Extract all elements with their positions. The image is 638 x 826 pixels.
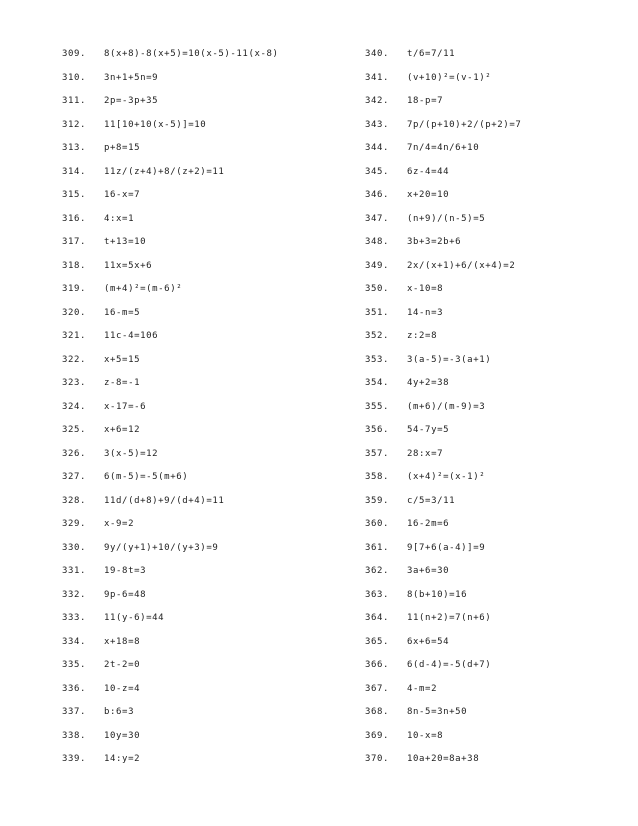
problem-number: 320. (62, 307, 87, 318)
problem-equation: 18-p=7 (407, 96, 444, 106)
problem-number: 345. (365, 166, 390, 177)
problem-equation: 6(m-5)=-5(m+6) (104, 472, 189, 482)
problem-number: 317. (62, 237, 87, 247)
problem-number: 310. (62, 72, 87, 83)
problem-equation: 4y+2=38 (407, 378, 450, 388)
problem-equation: 16-m=5 (104, 307, 141, 318)
problem-row (62, 329, 332, 353)
problem-equation: p+8=15 (104, 143, 141, 153)
problem-row (62, 212, 332, 236)
problem-number: 351. (365, 307, 390, 318)
problem-number: 359. (365, 495, 390, 506)
problem-equation: 11(n+2)=7(n+6) (407, 613, 492, 623)
problem-row (62, 494, 332, 518)
problem-equation: t/6=7/11 (407, 49, 456, 59)
problem-number: 324. (62, 401, 87, 412)
problem-row (365, 400, 635, 424)
problem-number: 335. (62, 660, 87, 670)
problem-row (62, 588, 332, 612)
problem-number: 356. (365, 425, 390, 435)
problem-number: 353. (365, 354, 390, 365)
problem-number: 328. (62, 495, 87, 506)
problem-number: 319. (62, 284, 87, 294)
problem-row (365, 329, 635, 353)
problem-equation: 2t-2=0 (104, 660, 141, 670)
problem-number: 365. (365, 636, 390, 647)
problem-number: 348. (365, 237, 390, 247)
problem-equation: 11(y-6)=44 (104, 613, 165, 623)
problem-row (365, 517, 635, 541)
problem-row (62, 729, 332, 753)
problem-row (365, 705, 635, 729)
problem-number: 357. (365, 448, 390, 459)
problem-equation: x+18=8 (104, 636, 141, 647)
problem-number: 311. (62, 96, 87, 106)
problem-number: 363. (365, 589, 390, 600)
problem-row (62, 235, 332, 259)
problem-equation: z:2=8 (407, 331, 438, 341)
problem-number: 332. (62, 589, 87, 600)
problem-number: 321. (62, 331, 87, 341)
problem-equation: 3(x-5)=12 (104, 448, 159, 459)
problem-number: 314. (62, 166, 87, 177)
problem-equation: 28:x=7 (407, 448, 444, 459)
problem-equation: 11z/(z+4)+8/(z+2)=11 (104, 166, 225, 177)
problem-row (62, 541, 332, 565)
problem-equation: (m+4)²=(m-6)² (104, 284, 183, 294)
problem-equation: 11[10+10(x-5)]=10 (104, 119, 207, 130)
problem-equation: 6x+6=54 (407, 636, 450, 647)
problem-number: 313. (62, 143, 87, 153)
problem-equation: 7n/4=4n/6+10 (407, 143, 480, 153)
problem-equation: 11x=5x+6 (104, 260, 153, 271)
problem-number: 349. (365, 260, 390, 271)
problem-number: 331. (62, 566, 87, 576)
problem-number: 337. (62, 707, 87, 717)
problem-equation: (x+4)²=(x-1)² (407, 472, 486, 482)
problem-row (62, 188, 332, 212)
problem-list-right (365, 47, 635, 776)
problem-equation: b:6=3 (104, 707, 135, 717)
problem-row (62, 141, 332, 165)
problem-row (62, 752, 332, 776)
problem-row (62, 94, 332, 118)
problem-equation: 11c-4=106 (104, 331, 159, 341)
problem-number: 344. (365, 143, 390, 153)
problem-number: 315. (62, 190, 87, 200)
problem-equation: 10y=30 (104, 730, 141, 741)
problem-equation: x-10=8 (407, 284, 444, 294)
problem-number: 369. (365, 730, 390, 741)
problem-number: 323. (62, 378, 87, 388)
problem-number: 338. (62, 730, 87, 741)
problem-number: 336. (62, 683, 87, 694)
problem-row (365, 447, 635, 471)
problem-row (365, 729, 635, 753)
problem-row (62, 353, 332, 377)
problem-number: 325. (62, 425, 87, 435)
problem-row (62, 705, 332, 729)
problem-number: 367. (365, 683, 390, 694)
problem-equation: 6(d-4)=-5(d+7) (407, 660, 492, 670)
problem-number: 361. (365, 542, 390, 553)
problem-row (365, 165, 635, 189)
problem-number: 322. (62, 354, 87, 365)
problem-number: 327. (62, 472, 87, 482)
problem-number: 326. (62, 448, 87, 459)
problem-equation: 3n+1+5n=9 (104, 72, 159, 83)
problem-equation: 9p-6=48 (104, 589, 147, 600)
problem-row (62, 517, 332, 541)
problem-equation: 2x/(x+1)+6/(x+4)=2 (407, 260, 516, 271)
problem-row (62, 400, 332, 424)
problem-number: 316. (62, 213, 87, 224)
problem-equation: 16-x=7 (104, 190, 141, 200)
problem-equation: 16-2m=6 (407, 519, 450, 529)
problem-equation: 11d/(d+8)+9/(d+4)=11 (104, 495, 225, 506)
problem-number: 354. (365, 378, 390, 388)
problem-number: 318. (62, 260, 87, 271)
problem-equation: 4:x=1 (104, 213, 135, 224)
problem-row (365, 564, 635, 588)
problem-equation: (v+10)²=(v-1)² (407, 72, 492, 83)
problem-row (365, 282, 635, 306)
problem-equation: x-17=-6 (104, 401, 147, 412)
problem-row (365, 47, 635, 71)
problem-number: 333. (62, 613, 87, 623)
problem-equation: 14:y=2 (104, 754, 141, 764)
problem-row (62, 635, 332, 659)
problem-number: 343. (365, 119, 390, 130)
problem-row (365, 212, 635, 236)
problem-equation: x-9=2 (104, 519, 135, 529)
problem-number: 347. (365, 213, 390, 224)
problem-row (62, 118, 332, 142)
problem-number: 366. (365, 660, 390, 670)
problem-row (365, 94, 635, 118)
problem-row (62, 71, 332, 95)
problem-equation: 2p=-3p+35 (104, 96, 159, 106)
problem-equation: 14-n=3 (407, 307, 444, 318)
problem-number: 358. (365, 472, 390, 482)
problem-row (365, 353, 635, 377)
problem-number: 364. (365, 613, 390, 623)
problem-equation: 19-8t=3 (104, 566, 147, 576)
problem-list-left (62, 47, 332, 776)
problem-row (365, 470, 635, 494)
problem-row (62, 259, 332, 283)
problem-number: 334. (62, 636, 87, 647)
problem-row (62, 611, 332, 635)
problem-row (365, 306, 635, 330)
problem-row (365, 635, 635, 659)
problem-row (62, 470, 332, 494)
problem-row (365, 682, 635, 706)
problem-number: 370. (365, 754, 390, 764)
problem-row (365, 423, 635, 447)
problem-row (62, 658, 332, 682)
problem-equation: t+13=10 (104, 237, 147, 247)
problem-row (62, 165, 332, 189)
problem-row (365, 118, 635, 142)
problem-number: 340. (365, 49, 390, 59)
problem-row (62, 682, 332, 706)
problem-equation: 54-7y=5 (407, 425, 450, 435)
problem-row (365, 188, 635, 212)
problem-number: 350. (365, 284, 390, 294)
problem-number: 309. (62, 49, 87, 59)
problem-equation: 8n-5=3n+50 (407, 707, 468, 717)
problem-row (62, 447, 332, 471)
problem-number: 352. (365, 331, 390, 341)
problem-row (365, 259, 635, 283)
problem-row (365, 658, 635, 682)
problem-number: 312. (62, 119, 87, 130)
problem-number: 342. (365, 96, 390, 106)
problem-equation: 8(b+10)=16 (407, 589, 468, 600)
problem-number: 346. (365, 190, 390, 200)
problem-number: 341. (365, 72, 390, 83)
problem-equation: x+6=12 (104, 425, 141, 435)
problem-equation: 3b+3=2b+6 (407, 237, 462, 247)
problem-row (365, 376, 635, 400)
problem-row (62, 306, 332, 330)
problem-row (365, 235, 635, 259)
problem-equation: z-8=-1 (104, 378, 141, 388)
problem-equation: 3(a-5)=-3(a+1) (407, 354, 492, 365)
problem-number: 355. (365, 401, 390, 412)
problem-number: 339. (62, 754, 87, 764)
problem-equation: 9[7+6(a-4)]=9 (407, 542, 486, 553)
problem-number: 362. (365, 566, 390, 576)
problem-equation: 7p/(p+10)+2/(p+2)=7 (407, 119, 522, 130)
problem-row (365, 494, 635, 518)
problem-number: 360. (365, 519, 390, 529)
problem-equation: 3a+6=30 (407, 566, 450, 576)
problem-equation: 10-x=8 (407, 730, 444, 741)
problem-row (365, 588, 635, 612)
problem-row (365, 71, 635, 95)
problem-number: 329. (62, 519, 87, 529)
problem-row (365, 541, 635, 565)
problem-row (62, 423, 332, 447)
problem-equation: 8(x+8)-8(x+5)=10(x-5)-11(x-8) (104, 49, 279, 59)
problem-number: 368. (365, 707, 390, 717)
problem-row (365, 752, 635, 776)
problem-equation: x+5=15 (104, 354, 141, 365)
problem-equation: 9y/(y+1)+10/(y+3)=9 (104, 542, 219, 553)
problem-number: 330. (62, 542, 87, 553)
problem-equation: 6z-4=44 (407, 166, 450, 177)
problem-row (62, 282, 332, 306)
problem-row (365, 611, 635, 635)
problem-equation: (n+9)/(n-5)=5 (407, 213, 486, 224)
problem-equation: 10a+20=8a+38 (407, 754, 480, 764)
problem-equation: (m+6)/(m-9)=3 (407, 401, 486, 412)
problem-equation: x+20=10 (407, 190, 450, 200)
problem-equation: c/5=3/11 (407, 495, 456, 506)
problem-equation: 10-z=4 (104, 683, 141, 694)
problem-row (62, 376, 332, 400)
problem-row (62, 564, 332, 588)
problem-row (365, 141, 635, 165)
problem-row (62, 47, 332, 71)
problem-equation: 4-m=2 (407, 683, 438, 694)
